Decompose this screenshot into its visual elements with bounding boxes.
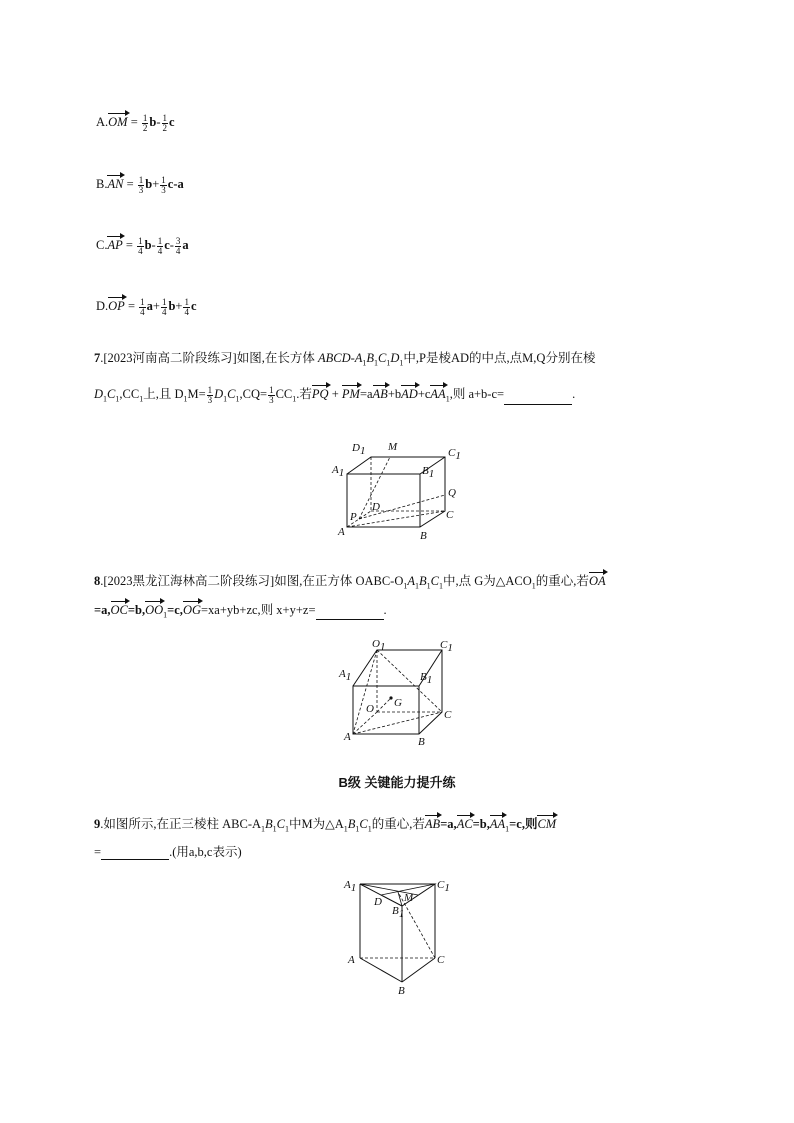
cube-solid-edges (353, 650, 442, 734)
label-C: C (437, 954, 445, 966)
label-C1: C1 (440, 639, 453, 654)
answer-blank-q9[interactable] (101, 844, 169, 860)
label-M: M (404, 892, 414, 904)
q8-line1: 8.[2023黑龙江海林高二阶段练习]如图,在正方体 OABC-$O_1A_1B_1C_1$中,点 G为$\triangle ACO_1$的重心,若OA (94, 571, 606, 591)
q7-line2: $D_1C_1,CC_1$上,且 $D_1M=$ $\frac{1}{3}$ $D_1C_1,CQ=$ $\frac{1}{3}$ $CC_1$.若PQ + PM=aAB+bAD+cAA$_1$,则 a+b-c= . (94, 384, 576, 405)
section-heading: B级 关键能力提升练 (338, 775, 456, 790)
label-D: D (372, 501, 380, 513)
figure-triangular-prism (340, 870, 460, 998)
label-A1: A1 (332, 464, 345, 479)
label-C1: C1 (448, 447, 461, 462)
label-A: A (338, 526, 345, 538)
q7-line1: 7.[2023河南高二阶段练习]如图,在长方体 ABCD-$A_1B_1C_1D_1$中,P是棱AD的中点,点M,Q分别在棱 (94, 351, 596, 368)
label-B1: B1 (392, 905, 405, 920)
label-B: B (420, 530, 427, 542)
label-B1: B1 (422, 465, 435, 480)
q9-line1: 9.如图所示,在正三棱柱 ABC-$A_1B_1C_1$中M为$\triangle A_1B_1C_1$的重心,若$AB=a,AC=b,AA_1=c$,则CM (94, 814, 556, 834)
label-B: B (398, 985, 405, 997)
label-O: O (366, 703, 374, 715)
prism-median-lines (360, 884, 435, 906)
label-C1: C1 (437, 879, 450, 894)
label-B: B (418, 736, 425, 748)
label-D: D (374, 896, 382, 908)
centroid-point-G (389, 696, 392, 699)
answer-blank-q7[interactable] (504, 389, 572, 405)
option-a: A.OM = $\frac{1}{2}$ b- $\frac{1}{2}$ c (96, 112, 175, 133)
label-P: P (350, 511, 357, 523)
label-G: G (394, 697, 402, 709)
label-O1: O1 (372, 638, 386, 653)
q9-line2: = .(用a,b,c表示) (94, 845, 242, 859)
option-d: D.OP = $\frac{1}{4}$ a+ $\frac{1}{4}$ b+ $\frac{1}{4}$ c (96, 296, 197, 317)
label-C: C (446, 509, 454, 521)
prism-hidden-edges (360, 892, 435, 958)
option-b: B.AN = $\frac{1}{3}$ b+ $\frac{1}{3}$ c-a (96, 174, 184, 195)
figure-rectangular-cuboid (330, 436, 470, 544)
answer-blank-q8[interactable] (316, 604, 384, 620)
label-B1: B1 (420, 671, 433, 686)
option-c: C.AP = $\frac{1}{4}$ b- $\frac{1}{4}$ c- $\frac{3}{4}$ a (96, 235, 189, 256)
q8-line2: $=a,OC=b,OO_1=c,OG=xa+yb+zc$,则 x+y+z= . (94, 600, 387, 620)
cube-hidden-edges (353, 650, 442, 734)
label-A: A (344, 731, 351, 743)
label-A1: A1 (339, 668, 352, 683)
figure-cube (336, 634, 466, 750)
label-A: A (348, 954, 355, 966)
label-M: M (388, 441, 398, 453)
label-D1: D1 (352, 442, 366, 457)
prism-solid-edges (360, 884, 435, 982)
label-C: C (444, 709, 452, 721)
label-A1: A1 (344, 879, 357, 894)
label-Q: Q (448, 487, 456, 499)
